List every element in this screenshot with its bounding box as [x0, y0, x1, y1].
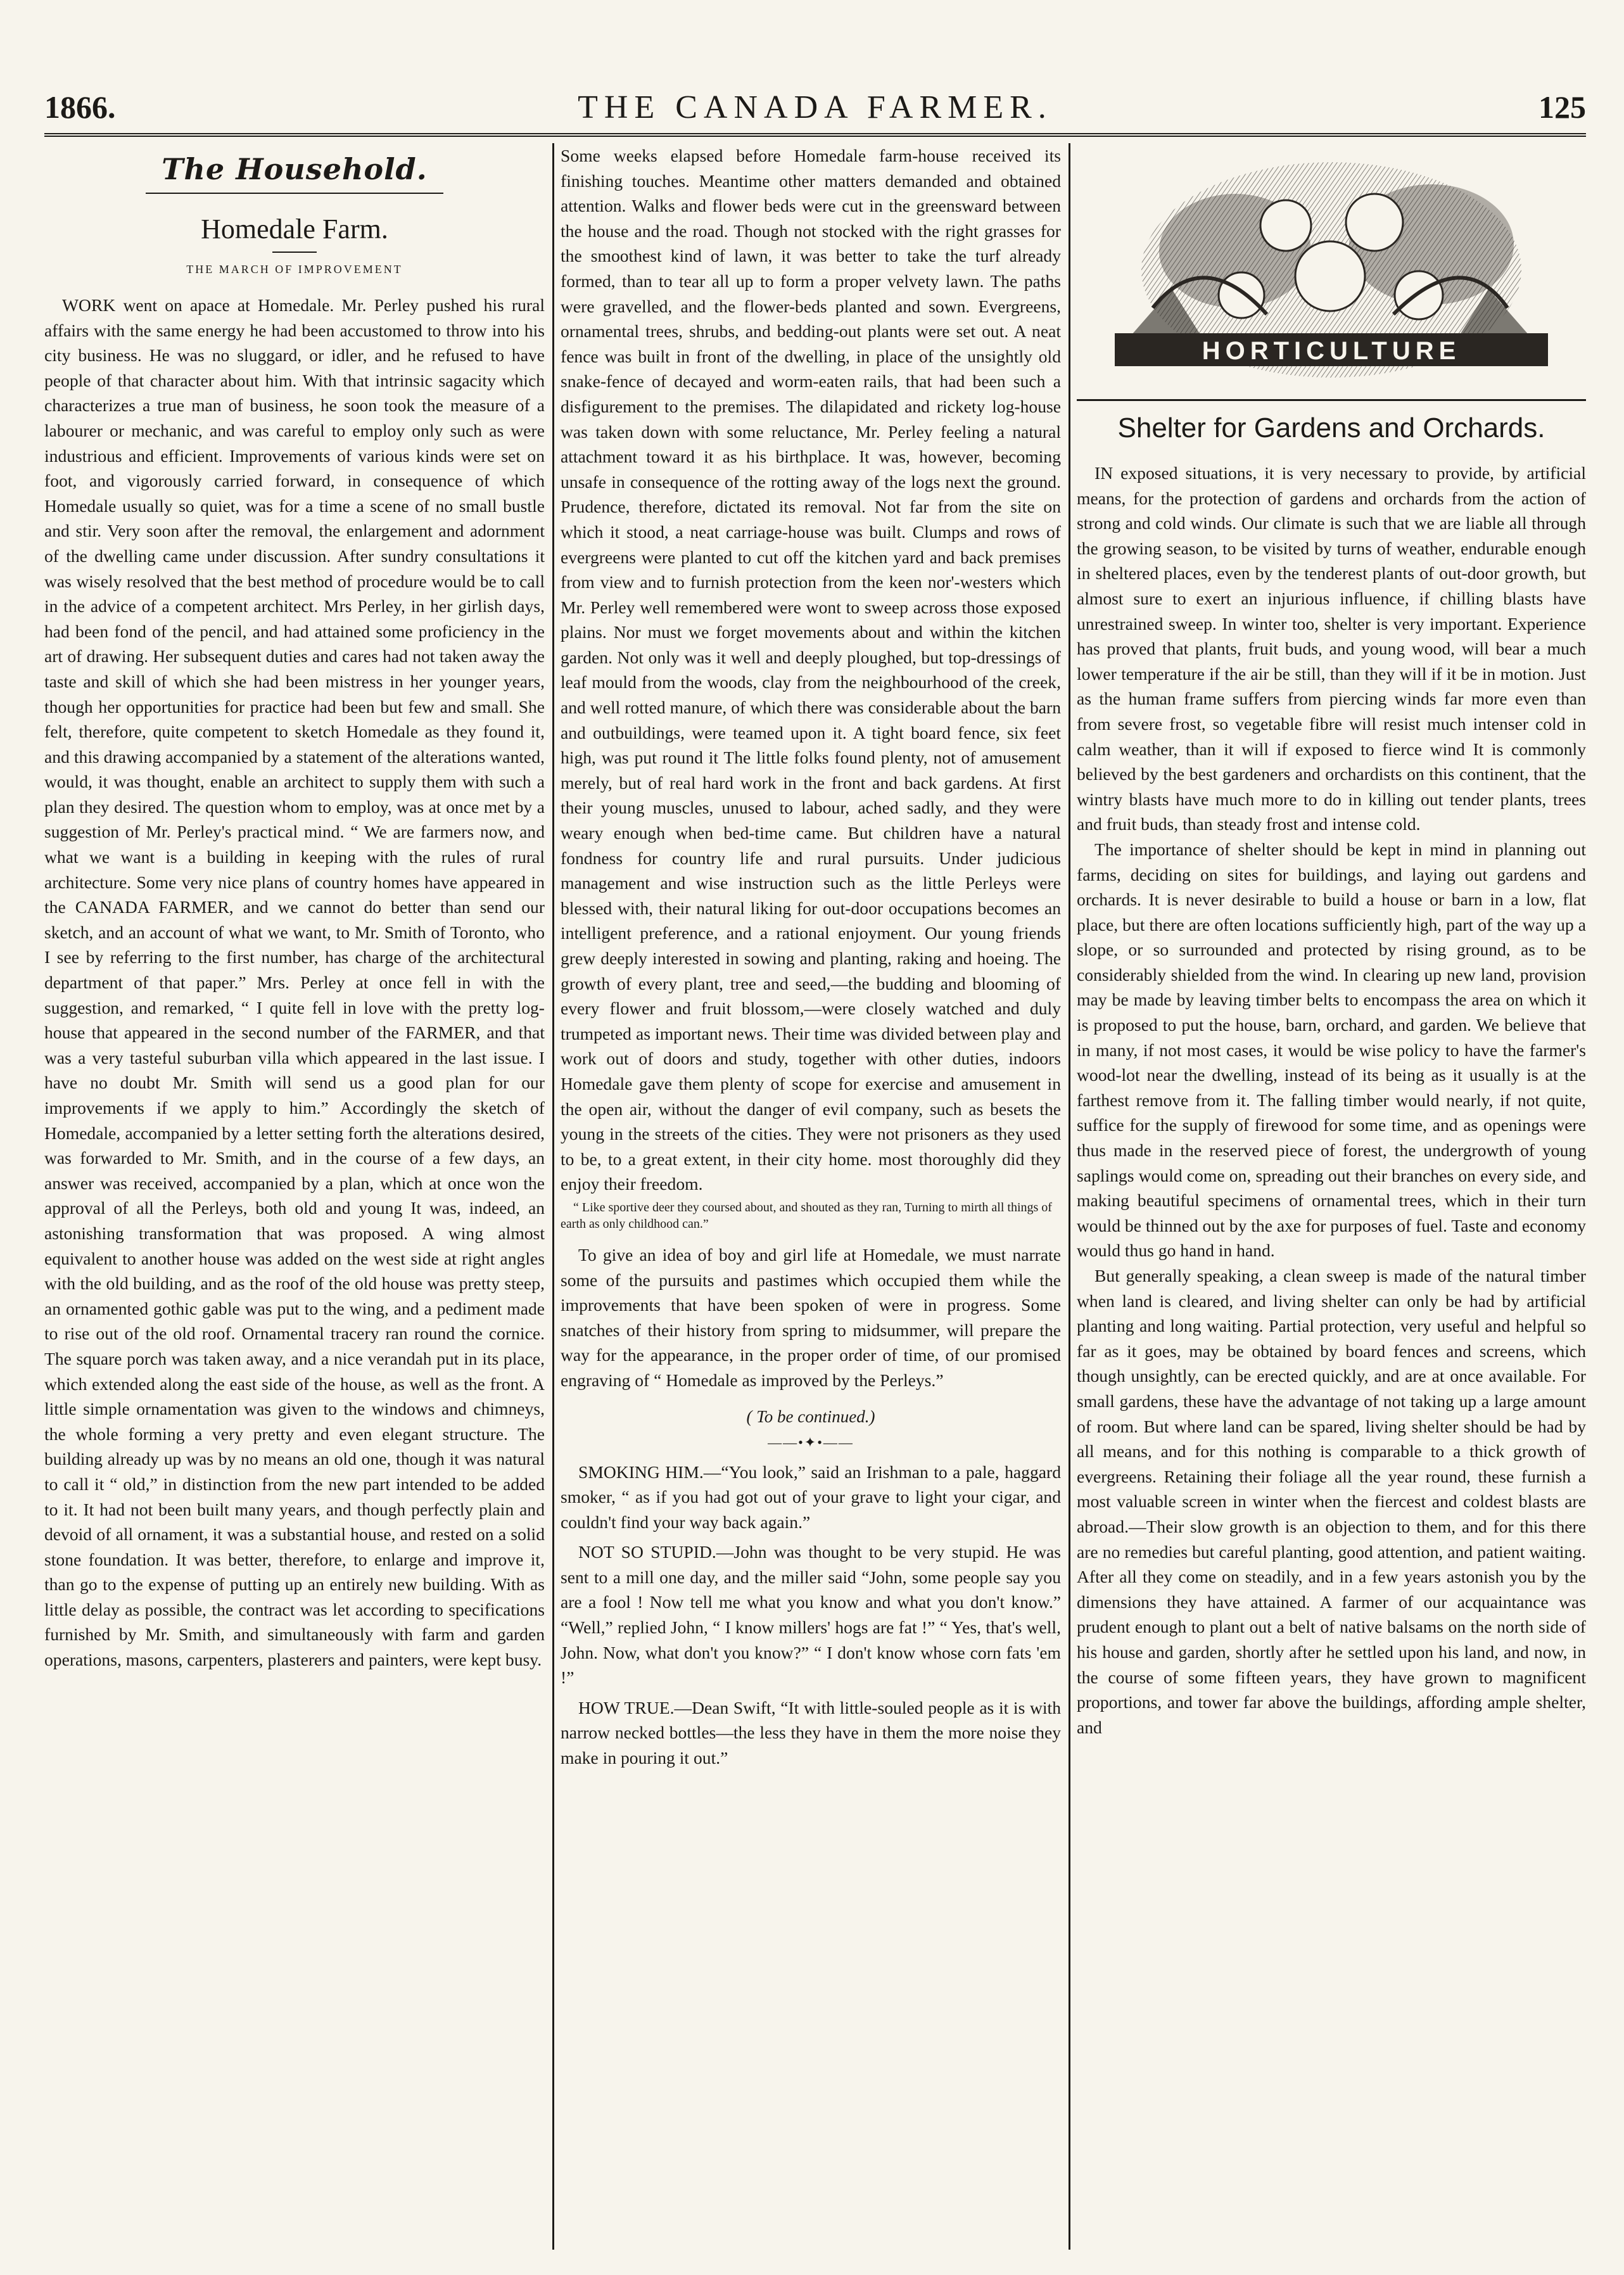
- column-rule: [1069, 143, 1070, 2250]
- issue-year: 1866.: [44, 89, 116, 125]
- article-title-shelter: Shelter for Gardens and Orchards.: [1117, 412, 1545, 443]
- anecdote-smoking: SMOKING HIM.—“You look,” said an Irishman to a pale, haggard smoker, “ as if you had got out of your grave to light your cigar, and couldn't find your way back again.”: [561, 1462, 1061, 1532]
- section-heading-household: The Household.: [162, 152, 428, 186]
- ornament-divider: ——•✦•——: [768, 1434, 854, 1450]
- column-3: [1077, 143, 1586, 2250]
- anecdote-true: HOW TRUE.—Dean Swift, “It with little-souled people as it is with narrow necked bottles—the less they have in them the more noise they make in pouring it out.”: [561, 1697, 1061, 1768]
- article-subtitle: THE MARCH OF IMPROVEMENT: [186, 263, 403, 276]
- article-paragraph: To give an idea of boy and girl life at Homedale, we must narrate some of the pursuits and pastimes which occupied them while the improvements that have been spoken of were in progress. Some snatches of their history from spring to midsummer, will prepare the way for the appearance, in the proper order of time, of our promised engraving of “ Homedale as improved by the Perleys.”: [561, 1244, 1061, 1390]
- title-rule: [272, 252, 317, 253]
- paper-title: THE CANADA FARMER.: [578, 89, 1053, 125]
- verse-quote: “ Like sportive deer they coursed about, and shouted as they ran, Turning to mirth all things of earth as only childhood can.”: [561, 1200, 1052, 1231]
- horticulture-banner: [1077, 150, 1586, 390]
- article-paragraph: Some weeks elapsed before Homedale farm-house received its finishing touches. Meantime other matters demanded and obtained attention. Walks and flower beds were cut in the greensward between the house and the road. Though not stocked with the right grasses for the smoothest kind of lawn, it was better to take the turf already formed, than to tear all up to form a proper velvety lawn. The paths were gravelled, and the flower-beds planted and sown. Evergreens, ornamental trees, shrubs, and bedding-out plants were set out. A neat fence was built in front of the dwelling, in place of the unsightly old snake-fence of decayed and worm-eaten rails, that had been such a disfigurement to the premises. The dilapidated and rickety log-house was taken down with some reluctance, Mr. Perley feeling a natural attachment toward it as his birthplace. It was, however, becoming unsafe in consequence of the rotting away of the logs next the ground. Prudence, therefore, dictated its removal. Not far from the site on which it stood, a neat carriage-house was built. Clumps and rows of evergreens were planted to cut off the kitchen yard and back premises from view and to furnish protection from the keen nor'-westers which Mr. Perley well remembered were wont to sweep across those exposed plains. Nor must we forget movements about and within the kitchen garden. Not only was it well and deeply ploughed, but top-dressings of leaf mould from the woods, clay from the neighbourhood of the creek, and well rotted manure, of which there was considerable about the barn and outbuildings, were teamed upon it. A tight board fence, six feet high, was put round it The little folks found plenty, not of amusement merely, but of real hard work in the front and back gardens. At first their young muscles, unused to labour, ached sadly, and they were weary enough when bed-time came. But children have a natural fondness for country life and rural pursuits. Under judicious management and wise instruction such as the little Perleys were blessed with, their natural liking for out-door occupations becomes an intelligent preference, and a rational enjoyment. Our young friends grew deeply interested in sowing and planting, raking and hoeing. The growth of every plant, tree and seed,—the budding and blooming of every flower and fruit blossom,—were closely watched and duly trumpeted as important news. Their time was divided between play and work out of doors and study, together with other duties, indoors Homedale gave them plenty of scope for exercise and amusement in the open air, without the danger of evil company, such as besets the young in the streets of the cities. They were not prisoners as they used to be, to a great extent, in their city home. most thoroughly did they enjoy their freedom.: [561, 146, 1061, 1194]
- masthead: [44, 89, 1586, 139]
- column-rule: [552, 143, 554, 2250]
- horticulture-engraving-icon: [1077, 150, 1586, 390]
- column-2: [561, 143, 1061, 2250]
- section-rule: [1077, 399, 1586, 401]
- horticulture-banner-text: HORTICULTURE: [1202, 337, 1461, 365]
- masthead-rule: [44, 133, 1586, 137]
- article-title-homedale: Homedale Farm.: [201, 213, 388, 245]
- article-paragraph: WORK went on apace at Homedale. Mr. Perley pushed his rural affairs with the same energy he had been accustomed to throw into his city business. He was no sluggard, or idler, and he refused to have people of that character about him. With that intrinsic sagacity which characterizes a true man of business, he soon took the measure of a labourer or mechanic, and was careful to employ only such as were industrious and efficient. Improvements of various kinds were set on foot, and vigorously carried forward, in consequence of which Homedale usually so quiet, was for a time a scene of no small bustle and stir. Very soon after the removal, the enlargement and adornment of the dwelling came under discussion. After sundry consultations it was wisely resolved that the best method of procedure would be to call in the advice of a competent architect. Mrs Perley, in her girlish days, had been fond of the pencil, and had attained some proficiency in the art of drawing. Her subsequent duties and cares had not taken away the taste and skill of which she had been mistress in her younger years, though her opportunities for practice had been but few and small. She felt, therefore, quite competent to sketch Homedale as they found it, and this drawing accompanied by a statement of the alterations wanted, would, it was thought, enable an architect to supply them with such a plan they desired. The question whom to employ, was at once met by a suggestion of Mr. Perley's practical mind. “ We are farmers now, and what we want is a building in keeping with the rules of rural architecture. Some very nice plans of country homes have appeared in the CANADA FARMER, and we cannot do better than send our sketch, and an account of what we want, to Mr. Smith of Toronto, who I see by referring to the first number, has charge of the architectural department of that paper.” Mrs. Perley at once fell in with the suggestion, and remarked, “ I quite fell in love with the pretty log-house that appeared in the second number of the FARMER, and that was a very tasteful suburban villa which appeared in the last issue. I have no doubt Mr. Smith will send us a good plan for our improvements if we apply to him.” Accordingly the sketch of Homedale, accompanied by a letter setting forth the alterations desired, was forwarded to Mr. Smith, and in the course of a few days, an answer was received, accompanied by a plan, which at once won the approval of all the Perleys, both old and young It was, indeed, an astonishing transformation that was proposed. A wing almost equivalent to another house was added on the west side at right angles with the old building, and as the roof of the old house was pretty steep, an ornamented gothic gable was put to the wing, and a pediment made to rise out of the old roof. Ornamental tracery ran round the cornice. The square porch was taken away, and a nice verandah put in its place, which extended along the east side of the house, as well as the front. A little simple ornamentation was given to the windows and chimneys, the whole forming a very pretty and even elegant structure. The building already up was by no means an old one, though it was natural to call it “ old,” in distinction from the new part intended to be added to it. It had not been built many years, and though perfectly plain and devoid of all ornament, it was a substantial house, and rested on a solid stone foundation. It was better, therefore, to enlarge and improve it, than go to the expense of putting up an entirely new building. With as little delay as possible, the contract was let according to specifications furnished by Mr. Smith, and simultaneously with farm and garden operations, masons, carpenters, plasterers and painters, were kept busy.: [44, 295, 545, 1670]
- columns: [44, 143, 1586, 2250]
- section-rule: [146, 193, 443, 194]
- anecdote-stupid: NOT SO STUPID.—John was thought to be very stupid. He was sent to a mill one day, and the miller said “John, some people say you are a fool ! Now tell me what you know and what you don't know.” “Well,” replied John, “ I know millers' hogs are fat !” “ Yes, that's well, John. Now, what don't you know?” “ I don't know whose corn fats 'em !”: [561, 1542, 1061, 1688]
- article-paragraph: IN exposed situations, it is very necessary to provide, by artificial means, for the protection of gardens and orchards from the action of strong and cold winds. Our climate is such that we are liable all through the growing season, to be visited by turns of weather, endurable enough in sheltered places, even by the tenderest plants of out-door growth, but almost sure to exert an injurious influence, if chilling blasts have unrestrained sweep. In winter too, shelter is very important. Experience has proved that plants, fruit buds, and young wood, will bear a much lower temperature if the air be still, than they will if it be in motion. Just as the human frame suffers from piercing winds far more even than from severe frost, so vegetable fibre will resist much intenser cold in calm weather, than it will if exposed to fierce wind It is commonly believed by the best gardeners and orchardists on this continent, that the wintry blasts have much more to do in killing out tender plants, trees and fruit buds, than steady frost and intense cold.: [1077, 463, 1586, 834]
- article-paragraph: But generally speaking, a clean sweep is made of the natural timber when land is cleared, and living shelter can only be had by artificial planting and long waiting. Partial protection, very useful and helpful so far as it goes, may be obtained by board fences and screens, which though unsightly, can be erected quickly, and are at once available. For small gardens, these have the advantage of not taking up a large amount of room. But where land can be spared, living shelter should be had by all means, and for this nothing is comparable to a thick growth of evergreens. Retaining their foliage all the year round, these furnish a most valuable screen in winter when the fiercest and coldest blasts are abroad.—Their slow growth is an objection to them, and for this there are no remedies but careful planting, good attention, and patient waiting. After all they come on steadily, and in a few years astonish you by the dimensions they have attained. A farmer of our acquaintance was prudent enough to plant out a belt of native balsams on the north side of his house and garden, shortly after he settled upon his land, and now, in the course of some fifteen years, they have grown to magnificent proportions, and tower far above the buildings, affording ample shelter, and: [1077, 1266, 1586, 1737]
- page-number: 125: [1538, 89, 1586, 125]
- column-1: [44, 143, 545, 2250]
- to-be-continued: ( To be continued.): [746, 1406, 875, 1426]
- article-paragraph: The importance of shelter should be kept in mind in planning out farms, deciding on sites for buildings, and laying out gardens and orchards. It is never desirable to build a house or barn in a low, flat place, but there are often locations sufficiently high, part of the way up a slope, or so surrounded and protected by rising ground, as to be considerably shielded from the wind. In clearing up new land, provision may be made by leaving timber belts to encompass the area on which it is proposed to put the house, barn, orchard, and garden. We believe that in many, if not most cases, it would be wise policy to have the farmer's wood-lot near the dwelling, instead of its being as it usually is at the farthest remove from it. The falling timber would nearly, if not quite, suffice for the supply of firewood for some time, and as openings were thus made in the reserved piece of forest, the undergrowth of young saplings would come on, spreading out their branches on every side, and making beautiful specimens of ornamental trees, which in their turn would be thinned out by the axe for purposes of fuel. Taste and economy would thus go hand in hand.: [1077, 839, 1586, 1261]
